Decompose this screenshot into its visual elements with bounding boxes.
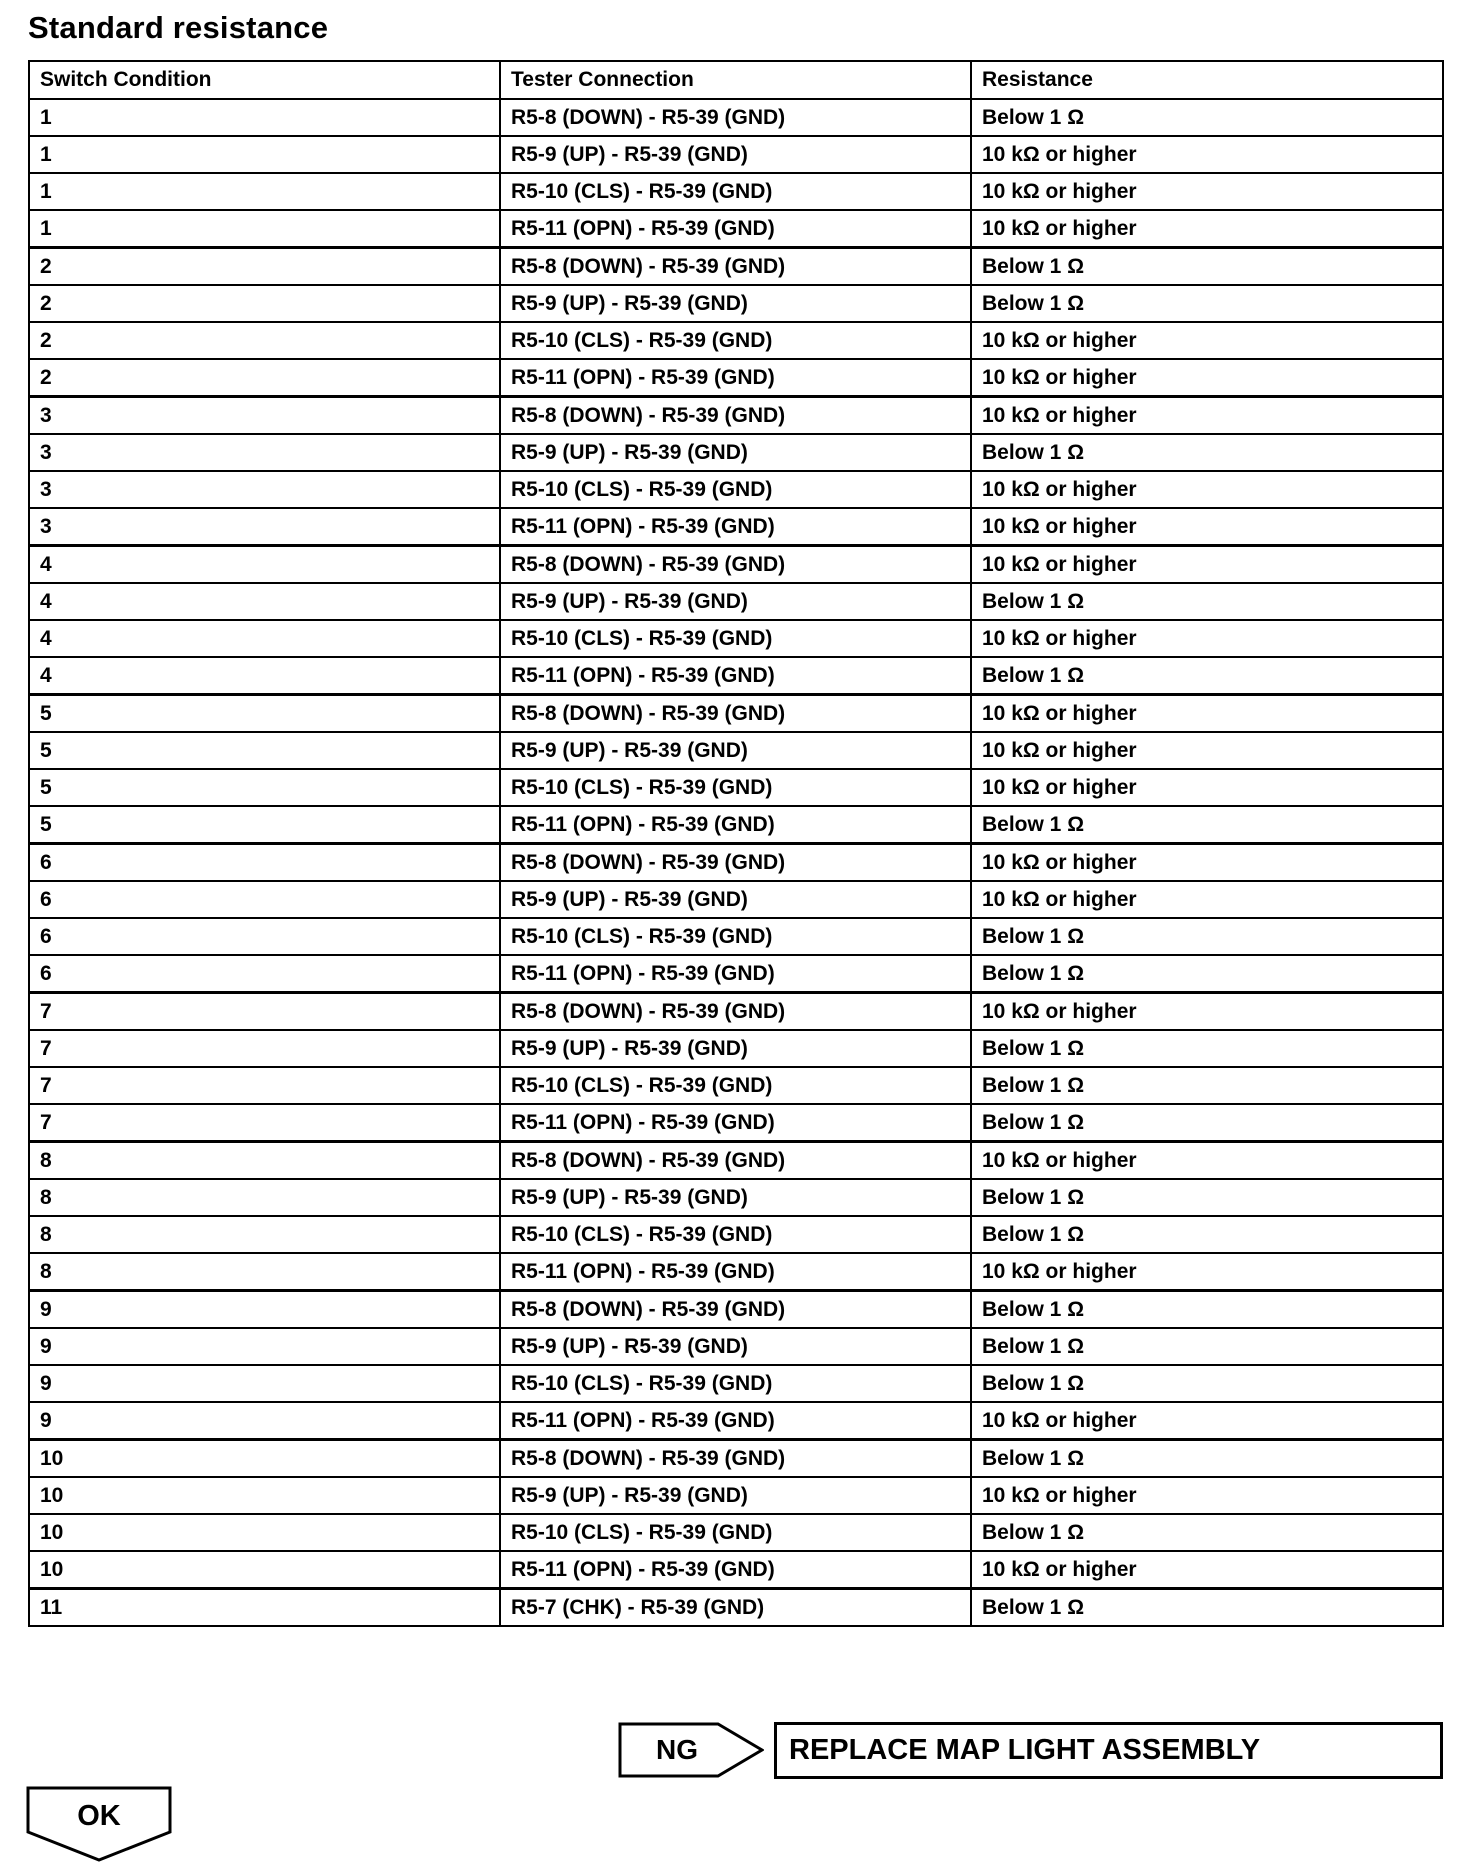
page-title: Standard resistance bbox=[28, 10, 329, 45]
tester-connection-cell: R5-10 (CLS) - R5-39 (GND) bbox=[500, 1365, 971, 1402]
resistance-cell: Below 1 Ω bbox=[971, 918, 1443, 955]
switch-condition-cell: 4 bbox=[29, 546, 500, 584]
tester-connection-cell: R5-10 (CLS) - R5-39 (GND) bbox=[500, 918, 971, 955]
resistance-cell: 10 kΩ or higher bbox=[971, 620, 1443, 657]
resistance-cell: 10 kΩ or higher bbox=[971, 322, 1443, 359]
table-row bbox=[29, 471, 1443, 508]
resistance-cell: Below 1 Ω bbox=[971, 1514, 1443, 1551]
switch-condition-cell: 4 bbox=[29, 657, 500, 695]
table-row bbox=[29, 1179, 1443, 1216]
table-row bbox=[29, 583, 1443, 620]
table-row bbox=[29, 136, 1443, 173]
tester-connection-cell: R5-8 (DOWN) - R5-39 (GND) bbox=[500, 844, 971, 882]
resistance-cell: Below 1 Ω bbox=[971, 806, 1443, 844]
table-row bbox=[29, 173, 1443, 210]
resistance-cell: Below 1 Ω bbox=[971, 1440, 1443, 1478]
ok-flow-arrow bbox=[26, 1786, 172, 1862]
resistance-cell: Below 1 Ω bbox=[971, 1291, 1443, 1329]
table-row bbox=[29, 695, 1443, 733]
switch-condition-cell: 4 bbox=[29, 583, 500, 620]
resistance-cell: Below 1 Ω bbox=[971, 657, 1443, 695]
switch-condition-cell: 2 bbox=[29, 285, 500, 322]
switch-condition-cell: 4 bbox=[29, 620, 500, 657]
switch-condition-cell: 1 bbox=[29, 210, 500, 248]
resistance-cell: 10 kΩ or higher bbox=[971, 173, 1443, 210]
switch-condition-cell: 6 bbox=[29, 881, 500, 918]
tester-connection-cell: R5-9 (UP) - R5-39 (GND) bbox=[500, 1477, 971, 1514]
resistance-cell: Below 1 Ω bbox=[971, 1365, 1443, 1402]
table-row bbox=[29, 1589, 1443, 1627]
table-header-row bbox=[29, 61, 1443, 99]
switch-condition-cell: 10 bbox=[29, 1514, 500, 1551]
table-row bbox=[29, 1440, 1443, 1478]
resistance-cell: 10 kΩ or higher bbox=[971, 471, 1443, 508]
table-row bbox=[29, 769, 1443, 806]
tester-connection-cell: R5-7 (CHK) - R5-39 (GND) bbox=[500, 1589, 971, 1627]
switch-condition-cell: 8 bbox=[29, 1179, 500, 1216]
tester-connection-cell: R5-11 (OPN) - R5-39 (GND) bbox=[500, 657, 971, 695]
ok-label: OK bbox=[77, 1800, 121, 1832]
table-row bbox=[29, 359, 1443, 397]
tester-connection-cell: R5-9 (UP) - R5-39 (GND) bbox=[500, 1030, 971, 1067]
switch-condition-cell: 1 bbox=[29, 99, 500, 136]
tester-connection-cell: R5-8 (DOWN) - R5-39 (GND) bbox=[500, 99, 971, 136]
tester-connection-cell: R5-8 (DOWN) - R5-39 (GND) bbox=[500, 695, 971, 733]
table-row bbox=[29, 620, 1443, 657]
table-row bbox=[29, 285, 1443, 322]
switch-condition-cell: 7 bbox=[29, 1030, 500, 1067]
switch-condition-cell: 11 bbox=[29, 1589, 500, 1627]
table-body bbox=[29, 99, 1443, 1626]
switch-condition-cell: 1 bbox=[29, 173, 500, 210]
table-row bbox=[29, 657, 1443, 695]
tester-connection-cell: R5-8 (DOWN) - R5-39 (GND) bbox=[500, 1291, 971, 1329]
resistance-cell: 10 kΩ or higher bbox=[971, 732, 1443, 769]
resistance-cell: 10 kΩ or higher bbox=[971, 1551, 1443, 1589]
resistance-cell: Below 1 Ω bbox=[971, 285, 1443, 322]
resistance-cell: 10 kΩ or higher bbox=[971, 546, 1443, 584]
tester-connection-cell: R5-9 (UP) - R5-39 (GND) bbox=[500, 136, 971, 173]
tester-connection-cell: R5-11 (OPN) - R5-39 (GND) bbox=[500, 1253, 971, 1291]
tester-connection-cell: R5-10 (CLS) - R5-39 (GND) bbox=[500, 620, 971, 657]
table-row bbox=[29, 210, 1443, 248]
ng-flow-arrow bbox=[618, 1722, 764, 1778]
tester-connection-cell: R5-10 (CLS) - R5-39 (GND) bbox=[500, 322, 971, 359]
resistance-cell: 10 kΩ or higher bbox=[971, 769, 1443, 806]
table-row bbox=[29, 993, 1443, 1031]
resistance-cell: Below 1 Ω bbox=[971, 1104, 1443, 1142]
tester-connection-cell: R5-8 (DOWN) - R5-39 (GND) bbox=[500, 546, 971, 584]
switch-condition-cell: 6 bbox=[29, 918, 500, 955]
table-row bbox=[29, 1216, 1443, 1253]
resistance-cell: 10 kΩ or higher bbox=[971, 210, 1443, 248]
switch-condition-cell: 5 bbox=[29, 732, 500, 769]
header-switch-condition: Switch Condition bbox=[29, 61, 500, 99]
switch-condition-cell: 9 bbox=[29, 1291, 500, 1329]
table-row bbox=[29, 546, 1443, 584]
switch-condition-cell: 8 bbox=[29, 1253, 500, 1291]
switch-condition-cell: 3 bbox=[29, 434, 500, 471]
resistance-cell: Below 1 Ω bbox=[971, 1067, 1443, 1104]
switch-condition-cell: 8 bbox=[29, 1142, 500, 1180]
switch-condition-cell: 3 bbox=[29, 508, 500, 546]
tester-connection-cell: R5-11 (OPN) - R5-39 (GND) bbox=[500, 1104, 971, 1142]
switch-condition-cell: 8 bbox=[29, 1216, 500, 1253]
table-row bbox=[29, 806, 1443, 844]
resistance-cell: 10 kΩ or higher bbox=[971, 1142, 1443, 1180]
table-row bbox=[29, 99, 1443, 136]
resistance-cell: Below 1 Ω bbox=[971, 434, 1443, 471]
tester-connection-cell: R5-8 (DOWN) - R5-39 (GND) bbox=[500, 1142, 971, 1180]
table-row bbox=[29, 918, 1443, 955]
resistance-cell: 10 kΩ or higher bbox=[971, 508, 1443, 546]
switch-condition-cell: 10 bbox=[29, 1551, 500, 1589]
switch-condition-cell: 3 bbox=[29, 471, 500, 508]
table-row bbox=[29, 508, 1443, 546]
tester-connection-cell: R5-11 (OPN) - R5-39 (GND) bbox=[500, 359, 971, 397]
tester-connection-cell: R5-9 (UP) - R5-39 (GND) bbox=[500, 583, 971, 620]
resistance-cell: Below 1 Ω bbox=[971, 583, 1443, 620]
resistance-cell: 10 kΩ or higher bbox=[971, 136, 1443, 173]
table-row bbox=[29, 1402, 1443, 1440]
resistance-cell: 10 kΩ or higher bbox=[971, 1402, 1443, 1440]
switch-condition-cell: 9 bbox=[29, 1328, 500, 1365]
table-row bbox=[29, 732, 1443, 769]
header-resistance: Resistance bbox=[971, 61, 1443, 99]
resistance-cell: Below 1 Ω bbox=[971, 1030, 1443, 1067]
tester-connection-cell: R5-11 (OPN) - R5-39 (GND) bbox=[500, 508, 971, 546]
resistance-cell: 10 kΩ or higher bbox=[971, 397, 1443, 435]
switch-condition-cell: 5 bbox=[29, 695, 500, 733]
switch-condition-cell: 2 bbox=[29, 359, 500, 397]
tester-connection-cell: R5-9 (UP) - R5-39 (GND) bbox=[500, 732, 971, 769]
table-row bbox=[29, 1328, 1443, 1365]
switch-condition-cell: 7 bbox=[29, 1104, 500, 1142]
table-row bbox=[29, 844, 1443, 882]
ng-action-text: REPLACE MAP LIGHT ASSEMBLY bbox=[789, 1734, 1261, 1766]
switch-condition-cell: 6 bbox=[29, 955, 500, 993]
table-row bbox=[29, 1291, 1443, 1329]
resistance-cell: Below 1 Ω bbox=[971, 1589, 1443, 1627]
table-row bbox=[29, 1067, 1443, 1104]
table-row bbox=[29, 1253, 1443, 1291]
tester-connection-cell: R5-8 (DOWN) - R5-39 (GND) bbox=[500, 248, 971, 286]
tester-connection-cell: R5-10 (CLS) - R5-39 (GND) bbox=[500, 471, 971, 508]
tester-connection-cell: R5-10 (CLS) - R5-39 (GND) bbox=[500, 1067, 971, 1104]
tester-connection-cell: R5-9 (UP) - R5-39 (GND) bbox=[500, 1179, 971, 1216]
tester-connection-cell: R5-9 (UP) - R5-39 (GND) bbox=[500, 434, 971, 471]
resistance-cell: Below 1 Ω bbox=[971, 955, 1443, 993]
table-row bbox=[29, 1104, 1443, 1142]
tester-connection-cell: R5-8 (DOWN) - R5-39 (GND) bbox=[500, 1440, 971, 1478]
resistance-cell: 10 kΩ or higher bbox=[971, 359, 1443, 397]
resistance-cell: 10 kΩ or higher bbox=[971, 1477, 1443, 1514]
table-row bbox=[29, 1477, 1443, 1514]
resistance-cell: Below 1 Ω bbox=[971, 1179, 1443, 1216]
tester-connection-cell: R5-8 (DOWN) - R5-39 (GND) bbox=[500, 993, 971, 1031]
tester-connection-cell: R5-10 (CLS) - R5-39 (GND) bbox=[500, 1514, 971, 1551]
table-row bbox=[29, 248, 1443, 286]
tester-connection-cell: R5-11 (OPN) - R5-39 (GND) bbox=[500, 1551, 971, 1589]
resistance-cell: Below 1 Ω bbox=[971, 1328, 1443, 1365]
table-row bbox=[29, 1030, 1443, 1067]
header-tester-connection: Tester Connection bbox=[500, 61, 971, 99]
resistance-cell: 10 kΩ or higher bbox=[971, 881, 1443, 918]
switch-condition-cell: 5 bbox=[29, 806, 500, 844]
resistance-cell: 10 kΩ or higher bbox=[971, 993, 1443, 1031]
switch-condition-cell: 6 bbox=[29, 844, 500, 882]
resistance-cell: Below 1 Ω bbox=[971, 248, 1443, 286]
switch-condition-cell: 1 bbox=[29, 136, 500, 173]
table-row bbox=[29, 1142, 1443, 1180]
resistance-cell: 10 kΩ or higher bbox=[971, 1253, 1443, 1291]
table-row bbox=[29, 434, 1443, 471]
switch-condition-cell: 5 bbox=[29, 769, 500, 806]
switch-condition-cell: 3 bbox=[29, 397, 500, 435]
tester-connection-cell: R5-9 (UP) - R5-39 (GND) bbox=[500, 1328, 971, 1365]
switch-condition-cell: 10 bbox=[29, 1440, 500, 1478]
resistance-cell: Below 1 Ω bbox=[971, 99, 1443, 136]
tester-connection-cell: R5-9 (UP) - R5-39 (GND) bbox=[500, 881, 971, 918]
switch-condition-cell: 2 bbox=[29, 248, 500, 286]
table-row bbox=[29, 955, 1443, 993]
table-row bbox=[29, 397, 1443, 435]
table-row bbox=[29, 1365, 1443, 1402]
standard-resistance-table bbox=[28, 60, 1444, 1627]
resistance-cell: Below 1 Ω bbox=[971, 1216, 1443, 1253]
tester-connection-cell: R5-9 (UP) - R5-39 (GND) bbox=[500, 285, 971, 322]
switch-condition-cell: 2 bbox=[29, 322, 500, 359]
tester-connection-cell: R5-11 (OPN) - R5-39 (GND) bbox=[500, 210, 971, 248]
tester-connection-cell: R5-11 (OPN) - R5-39 (GND) bbox=[500, 1402, 971, 1440]
tester-connection-cell: R5-10 (CLS) - R5-39 (GND) bbox=[500, 769, 971, 806]
switch-condition-cell: 9 bbox=[29, 1365, 500, 1402]
table-row bbox=[29, 322, 1443, 359]
tester-connection-cell: R5-10 (CLS) - R5-39 (GND) bbox=[500, 1216, 971, 1253]
tester-connection-cell: R5-10 (CLS) - R5-39 (GND) bbox=[500, 173, 971, 210]
table-row bbox=[29, 881, 1443, 918]
switch-condition-cell: 7 bbox=[29, 1067, 500, 1104]
switch-condition-cell: 10 bbox=[29, 1477, 500, 1514]
switch-condition-cell: 7 bbox=[29, 993, 500, 1031]
ng-action-box bbox=[774, 1722, 1443, 1779]
table-row bbox=[29, 1514, 1443, 1551]
tester-connection-cell: R5-11 (OPN) - R5-39 (GND) bbox=[500, 955, 971, 993]
resistance-cell: 10 kΩ or higher bbox=[971, 695, 1443, 733]
ng-label: NG bbox=[656, 1734, 698, 1765]
tester-connection-cell: R5-11 (OPN) - R5-39 (GND) bbox=[500, 806, 971, 844]
tester-connection-cell: R5-8 (DOWN) - R5-39 (GND) bbox=[500, 397, 971, 435]
switch-condition-cell: 9 bbox=[29, 1402, 500, 1440]
resistance-cell: 10 kΩ or higher bbox=[971, 844, 1443, 882]
table-row bbox=[29, 1551, 1443, 1589]
